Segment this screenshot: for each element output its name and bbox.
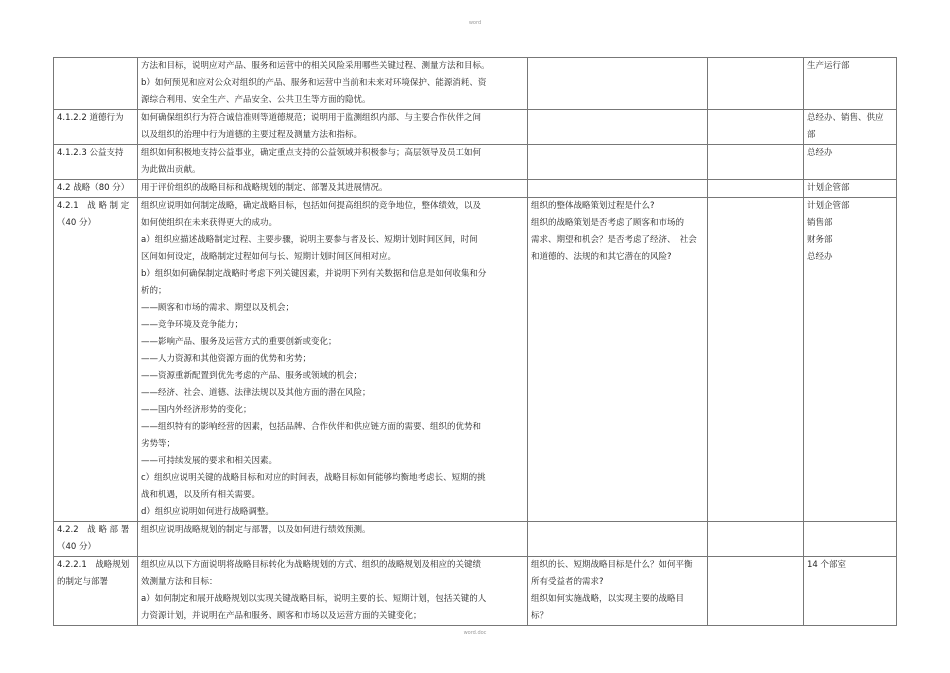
criteria-table-body xyxy=(54,58,897,626)
question-cell xyxy=(528,110,708,145)
department-line: 计划企管部 xyxy=(807,201,850,211)
blank-cell xyxy=(708,522,804,557)
page-footer-mark: word.doc xyxy=(463,630,487,636)
department-line: 总经办、销售、供应 xyxy=(807,113,884,123)
item-line: 4.1.2.3 公益支持 xyxy=(57,148,124,158)
content-line: ——经济、社会、道德、法律法规以及其他方面的潜在风险； xyxy=(141,388,371,398)
item-line: 4.1.2.2 道德行为 xyxy=(57,113,124,123)
content-line: a）如何制定和展开战略规划以实现关键战略目标，说明主要的长、短期计划，包括关键的人 xyxy=(141,594,487,604)
content-line: ——影响产品、服务及运营方式的重要创新或变化； xyxy=(141,337,337,347)
content-line: 组织应从以下方面说明将战略目标转化为战略规划的方式、组织的战略规划及相应的关键绩 xyxy=(141,560,482,570)
table-row xyxy=(54,198,897,522)
question-cell xyxy=(528,145,708,180)
question-line: 所有受益者的需求? xyxy=(531,577,604,587)
content-cell xyxy=(138,58,528,110)
content-line: 力资源计划，并说明在产品和服务、顾客和市场以及运营方面的关键变化； xyxy=(141,611,422,621)
content-line: 效测量方法和目标： xyxy=(141,577,218,587)
blank-cell xyxy=(708,557,804,626)
department-cell xyxy=(804,110,897,145)
question-cell xyxy=(528,180,708,198)
content-cell xyxy=(138,110,528,145)
item-cell xyxy=(54,557,138,626)
department-line: 财务部 xyxy=(807,235,833,245)
table-row xyxy=(54,58,897,110)
content-line: b）组织如何确保制定战略时考虑下列关键因素，并说明下列有关数据和信息是如何收集和分 xyxy=(141,269,487,279)
item-line: 4.2.1 战 略 制 定 xyxy=(57,201,130,211)
item-cell xyxy=(54,110,138,145)
content-line: 组织应说明战略规划的制定与部署，以及如何进行绩效预测。 xyxy=(141,525,371,535)
item-line: （40 分） xyxy=(57,542,97,552)
item-line: 4.2 战略（80 分） xyxy=(57,183,130,193)
blank-cell xyxy=(708,180,804,198)
question-line: 标？ xyxy=(531,611,549,621)
question-line: 组织如何实施战略，以实现主要的战略目 xyxy=(531,594,685,604)
item-line: （40 分） xyxy=(57,218,97,228)
page-header-mark: word xyxy=(468,20,482,26)
item-cell xyxy=(54,58,138,110)
content-line: ——竞争环境及竞争能力； xyxy=(141,320,244,330)
department-line: 销售部 xyxy=(807,218,833,228)
item-cell xyxy=(54,522,138,557)
content-cell xyxy=(138,522,528,557)
department-cell xyxy=(804,58,897,110)
content-line: 组织应说明如何制定战略，确定战略目标，包括如何提高组织的竞争地位，整体绩效，以及 xyxy=(141,201,482,211)
content-line: ——资源重新配置到优先考虑的产品、服务或领域的机会； xyxy=(141,371,363,381)
content-line: 用于评价组织的战略目标和战略规划的制定、部署及其进展情况。 xyxy=(141,183,388,193)
table-row xyxy=(54,110,897,145)
question-line: 需求、期望和机会？是否考虑了经济、 社会 xyxy=(531,235,697,245)
department-cell xyxy=(804,145,897,180)
content-line: 如何确保组织行为符合诚信准则等道德规范；说明用于监测组织内部、与主要合作伙伴之间 xyxy=(141,113,482,123)
content-line: a）组织应描述战略制定过程、主要步骤，说明主要参与者及长、短期计划时间区间，时间 xyxy=(141,235,478,245)
content-line: ——国内外经济形势的变化； xyxy=(141,405,252,415)
content-line: ——顾客和市场的需求、期望以及机会； xyxy=(141,303,295,313)
table-row xyxy=(54,145,897,180)
table-row xyxy=(54,522,897,557)
item-cell xyxy=(54,198,138,522)
blank-cell xyxy=(708,198,804,522)
blank-cell xyxy=(708,58,804,110)
department-cell xyxy=(804,557,897,626)
content-line: ——组织特有的影响经营的因素，包括品牌、合作伙伴和供应链方面的需要、组织的优势和 xyxy=(141,422,482,432)
department-cell xyxy=(804,180,897,198)
department-line: 生产运行部 xyxy=(807,61,850,71)
item-line: 4.2.2.1 战略规划 xyxy=(57,560,130,570)
item-line: 4.2.2 战 略 部 署 xyxy=(57,525,130,535)
content-cell xyxy=(138,145,528,180)
content-line: d）组织应说明如何进行战略调整。 xyxy=(141,507,274,517)
content-line: 以及组织的治理中行为道德的主要过程及测量方法和指标。 xyxy=(141,130,363,140)
question-line: 组织的整体战略策划过程是什么? xyxy=(531,201,655,211)
question-line: 组织的战略策划是否考虑了顾客和市场的 xyxy=(531,218,685,228)
department-line: 总经办 xyxy=(807,148,833,158)
department-line: 总经办 xyxy=(807,252,833,262)
criteria-table xyxy=(53,57,897,626)
content-line: ——可持续发展的要求和相关因素。 xyxy=(141,456,278,466)
department-line: 14 个部室 xyxy=(807,560,847,570)
content-line: 为此做出贡献。 xyxy=(141,165,201,175)
content-line: 战和机遇，以及所有相关需要。 xyxy=(141,490,261,500)
content-line: 区间如何设定，战略制定过程如何与长、短期计划时间区间相对应。 xyxy=(141,252,397,262)
table-row xyxy=(54,557,897,626)
table-row xyxy=(54,180,897,198)
item-line: 的制定与部署 xyxy=(57,577,109,587)
department-line: 计划企管部 xyxy=(807,183,850,193)
content-cell xyxy=(138,198,528,522)
question-cell xyxy=(528,198,708,522)
content-line: 组织如何积极地支持公益事业，确定重点支持的公益领域并积极参与；高层领导及员工如何 xyxy=(141,148,482,158)
content-line: 劣势等； xyxy=(141,439,176,449)
content-line: 方法和目标，说明应对产品、服务和运营中的相关风险采用哪些关键过程、测量方法和目标。 xyxy=(141,61,490,71)
question-cell xyxy=(528,58,708,110)
content-line: 析的； xyxy=(141,286,167,296)
department-line: 部 xyxy=(807,130,816,140)
item-cell xyxy=(54,145,138,180)
question-cell xyxy=(528,557,708,626)
item-cell xyxy=(54,180,138,198)
content-line: c）组织应说明关键的战略目标和对应的时间表，战略目标如何能够均衡地考虑长、短期的挑 xyxy=(141,473,486,483)
blank-cell xyxy=(708,110,804,145)
question-line: 和道德的、法规的和其它潜在的风险? xyxy=(531,252,672,262)
content-cell xyxy=(138,557,528,626)
question-cell xyxy=(528,522,708,557)
content-cell xyxy=(138,180,528,198)
content-line: b）如何预见和应对公众对组织的产品、服务和运营中当前和未来对环境保护、能源消耗、资 xyxy=(141,78,487,88)
department-cell xyxy=(804,522,897,557)
content-line: 源综合利用、安全生产、产品安全、公共卫生等方面的隐忧。 xyxy=(141,95,371,105)
question-line: 组织的长、短期战略目标是什么？如何平衡 xyxy=(531,560,693,570)
department-cell xyxy=(804,198,897,522)
blank-cell xyxy=(708,145,804,180)
content-line: ——人力资源和其他资源方面的优势和劣势； xyxy=(141,354,312,364)
content-line: 如何使组织在未来获得更大的成功。 xyxy=(141,218,278,228)
